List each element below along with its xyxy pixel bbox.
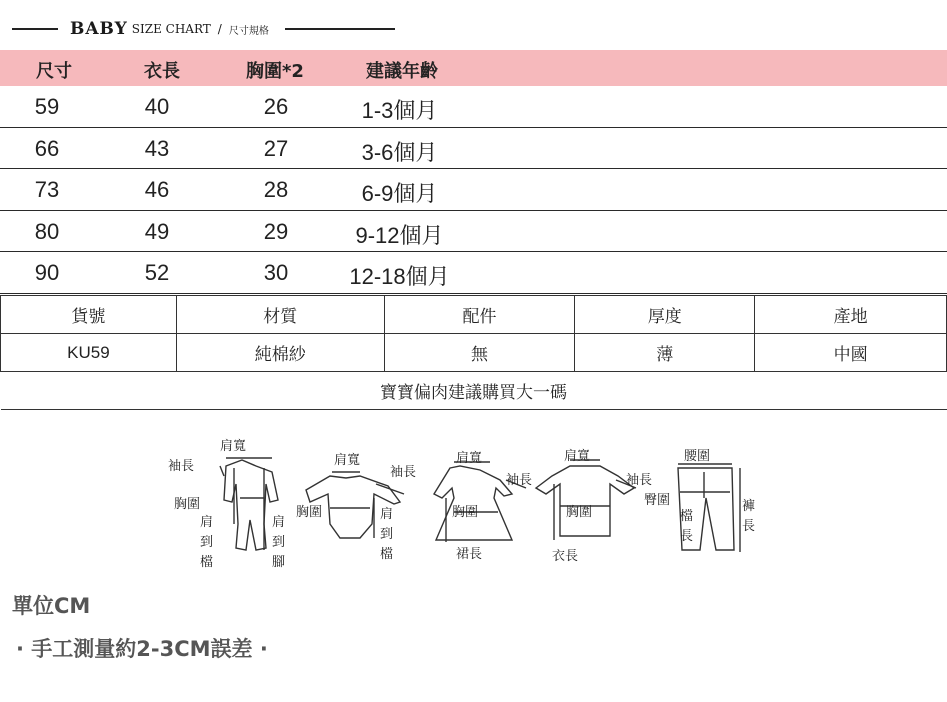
label-pants-len-a: 褲 — [742, 499, 756, 514]
label-shoulder-width-4: 肩寬 — [564, 449, 591, 464]
size-advice-note: 寶寶偏肉建議購買大一碼 — [1, 372, 947, 410]
size-chart-title — [12, 18, 395, 40]
title-chinese: 尺寸規格 — [228, 25, 269, 37]
cell-length: 46 — [144, 177, 170, 202]
info-value-row — [1, 334, 947, 372]
cell-length: 43 — [144, 135, 170, 161]
info-header-origin: 產地 — [755, 296, 947, 334]
info-header-row — [1, 296, 947, 334]
cell-age: 3-6個月 — [361, 139, 438, 165]
label-chest-4: 胸圍 — [566, 505, 593, 520]
label-crotch-len-a: 檔 — [680, 509, 694, 524]
cell-size: 66 — [34, 135, 60, 161]
header-length: 衣長 — [144, 61, 180, 82]
label-shoulder-width-3: 肩寬 — [456, 451, 483, 466]
info-origin: 中國 — [755, 334, 947, 372]
table-row — [0, 128, 947, 170]
title-rule-left — [12, 28, 58, 30]
cell-chest: 27 — [263, 135, 289, 161]
info-accessories: 無 — [384, 334, 575, 372]
info-header-material: 材質 — [176, 296, 384, 334]
cell-age: 1-3個月 — [361, 98, 438, 123]
label-shoulder-crotch-2c: 檔 — [380, 547, 394, 562]
measurement-diagrams — [160, 428, 760, 578]
product-info-table — [0, 295, 947, 410]
cell-chest: 30 — [263, 260, 289, 285]
cell-size: 80 — [34, 218, 60, 244]
label-skirt-length: 裙長 — [456, 547, 483, 562]
cell-chest: 29 — [263, 218, 289, 244]
label-crotch-1: 檔 — [200, 555, 214, 570]
cell-chest: 26 — [263, 94, 289, 119]
cell-age: 6-9個月 — [361, 181, 438, 206]
title-separator: / — [217, 22, 222, 36]
label-shoulder-foot-1: 肩 — [272, 515, 286, 530]
label-sleeve-1: 袖長 — [168, 459, 195, 474]
top-outline — [536, 466, 634, 536]
label-to-1: 到 — [200, 535, 214, 550]
table-row — [0, 169, 947, 211]
label-shoulder-1: 肩 — [200, 515, 214, 530]
info-material: 純棉紗 — [176, 334, 384, 372]
cell-chest: 28 — [263, 177, 289, 202]
header-size: 尺寸 — [36, 61, 72, 82]
label-hip: 臀圍 — [644, 493, 671, 508]
label-pants-len-b: 長 — [742, 519, 756, 534]
label-chest-1: 胸圍 — [174, 497, 201, 512]
table-row — [0, 252, 947, 294]
romper-outline — [224, 460, 278, 550]
cell-size: 59 — [34, 94, 60, 119]
title-subtitle: SIZE CHART — [131, 22, 211, 36]
label-shoulder-width-1: 肩寬 — [220, 439, 247, 454]
label-shoulder-foot-3: 腳 — [272, 555, 286, 570]
table-row — [0, 86, 947, 128]
cell-length: 52 — [144, 260, 170, 285]
label-shoulder-width-2: 肩寬 — [334, 453, 361, 468]
label-chest-3: 胸圍 — [452, 505, 479, 520]
cell-age: 12-18個月 — [349, 264, 450, 289]
label-sleeve-2: 袖長 — [390, 465, 417, 480]
title-rule-right — [285, 28, 395, 30]
info-header-thickness: 厚度 — [575, 296, 755, 334]
label-sleeve-4: 袖長 — [626, 473, 653, 488]
unit-note: 單位CM — [12, 594, 91, 618]
cell-size: 90 — [34, 260, 60, 285]
label-crotch-len-b: 長 — [680, 529, 694, 544]
label-shoulder-crotch-2b: 到 — [380, 527, 394, 542]
info-header-item-no: 貨號 — [1, 296, 177, 334]
label-shoulder-crotch-2a: 肩 — [380, 507, 394, 522]
size-table — [0, 50, 947, 294]
cell-size: 73 — [34, 177, 60, 202]
cell-length: 49 — [144, 218, 170, 244]
info-item-no: KU59 — [1, 334, 177, 372]
label-waist: 腰圍 — [684, 449, 711, 464]
info-thickness: 薄 — [575, 334, 755, 372]
measurement-error-note: · 手工測量約2-3CM誤差 · — [16, 637, 268, 661]
label-sleeve-3: 袖長 — [506, 473, 533, 488]
label-garment-length: 衣長 — [552, 549, 579, 564]
header-age: 建議年齡 — [366, 61, 438, 82]
info-header-accessories: 配件 — [384, 296, 575, 334]
cell-length: 40 — [144, 94, 170, 119]
header-chest: 胸圍*2 — [246, 61, 304, 82]
cell-age: 9-12個月 — [355, 222, 444, 248]
label-chest-2: 胸圍 — [296, 505, 323, 520]
info-note-row — [1, 372, 947, 410]
size-table-header — [0, 50, 947, 86]
label-shoulder-foot-2: 到 — [272, 535, 286, 550]
table-row — [0, 211, 947, 253]
title-brand: BABY — [70, 19, 128, 39]
